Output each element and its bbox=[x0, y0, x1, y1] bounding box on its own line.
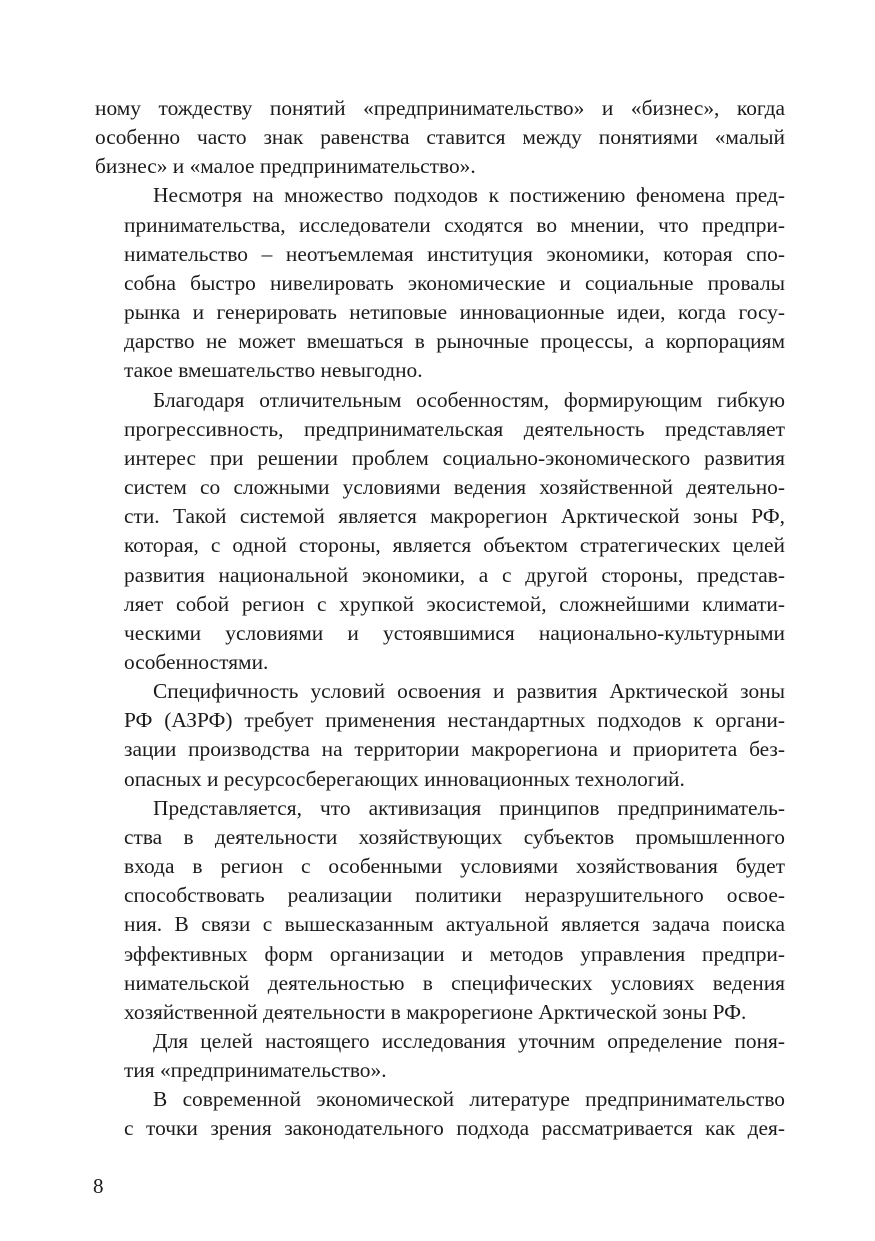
paragraph bbox=[95, 1027, 785, 1085]
text-line: Для целей настоящего исследования уточним определение поня- bbox=[153, 1029, 785, 1053]
text-line: сти. Такой системой является макрорегион Арктической зоны РФ, bbox=[124, 504, 785, 529]
text-line: прогрессивность, предпринимательская деятельность представляет bbox=[124, 416, 785, 441]
text-line: Несмотря на множество подходов к постижению феномена пред- bbox=[153, 183, 785, 208]
text-line: хозяйственной деятельности в макрорегионе Арктической зоны РФ. bbox=[124, 999, 747, 1024]
text-line: собна быстро нивелировать экономические и социальные провалы bbox=[124, 270, 785, 295]
body-text bbox=[95, 94, 785, 1144]
text-line: ляет собой регион с хрупкой экосистемой, сложнейшими климати- bbox=[124, 591, 785, 616]
text-line: эффективных форм организации и методов управления предпри- bbox=[124, 941, 785, 966]
text-line: Представляется, что активизация принципов предприниматель- bbox=[153, 795, 785, 820]
text-line: нимательской деятельностью в специфических условиях ведения bbox=[124, 970, 785, 995]
text-line: особенностями. bbox=[124, 649, 269, 674]
text-line: принимательства, исследователи сходятся во мнении, что предпри- bbox=[124, 212, 785, 237]
text-line: входа в регион с особенными условиями хозяйствования будет bbox=[124, 854, 785, 879]
paragraph bbox=[95, 181, 785, 385]
paragraph bbox=[95, 386, 785, 678]
text-line: РФ (АЗРФ) требует применения нестандартных подходов к органи- bbox=[124, 708, 785, 733]
text-line: В современной экономической литературе предпринимательство bbox=[153, 1087, 785, 1112]
text-line: способствовать реализации политики неразрушительного освое- bbox=[124, 883, 785, 908]
text-line: интерес при решении проблем социально-экономического развития bbox=[124, 445, 785, 470]
text-line: развития национальной экономики, а с другой стороны, представ- bbox=[124, 562, 785, 587]
text-line: рынка и генерировать нетиповые инновационные идеи, когда госу- bbox=[124, 300, 785, 325]
text-line: такое вмешательство невыгодно. bbox=[124, 358, 423, 383]
text-line: ния. В связи с вышесказанным актуальной является задача поиска bbox=[124, 912, 785, 937]
paragraph bbox=[95, 677, 785, 794]
text-line: Благодаря отличительным особенностям, формирующим гибкую bbox=[153, 387, 785, 412]
text-line: Специфичность условий освоения и развития Арктической зоны bbox=[153, 679, 785, 704]
text-line: систем со сложными условиями ведения хозяйственной деятельно- bbox=[124, 475, 785, 500]
text-line: зации производства на территории макрорегиона и приоритета без- bbox=[124, 737, 785, 762]
text-line: которая, с одной стороны, является объектом стратегических целей bbox=[124, 533, 785, 558]
text-line: дарство не может вмешаться в рыночные процессы, а корпорациям bbox=[124, 329, 785, 354]
text-line: нимательство – неотъемлемая институция экономики, которая спо- bbox=[124, 241, 785, 266]
text-line: ства в деятельности хозяйствующих субъектов промышленного bbox=[124, 824, 785, 849]
text-line: тия «предпринимательство». bbox=[124, 1058, 387, 1083]
text-line: особенно часто знак равенства ставится между понятиями «малый bbox=[95, 125, 785, 150]
text-line: с точки зрения законодательного подхода рассматривается как дея- bbox=[124, 1116, 785, 1141]
text-line: опасных и ресурсосберегающих инновационных технологий. bbox=[124, 766, 685, 791]
paragraph bbox=[95, 794, 785, 1027]
paragraph bbox=[95, 94, 785, 181]
text-line: ному тождеству понятий «предпринимательство» и «бизнес», когда bbox=[95, 96, 785, 120]
text-line: ческими условиями и устоявшимися национально-культурными bbox=[124, 620, 785, 645]
paragraph bbox=[95, 1085, 785, 1143]
text-line: бизнес» и «малое предпринимательство». bbox=[95, 154, 476, 179]
page-number: 8 bbox=[93, 1174, 104, 1198]
